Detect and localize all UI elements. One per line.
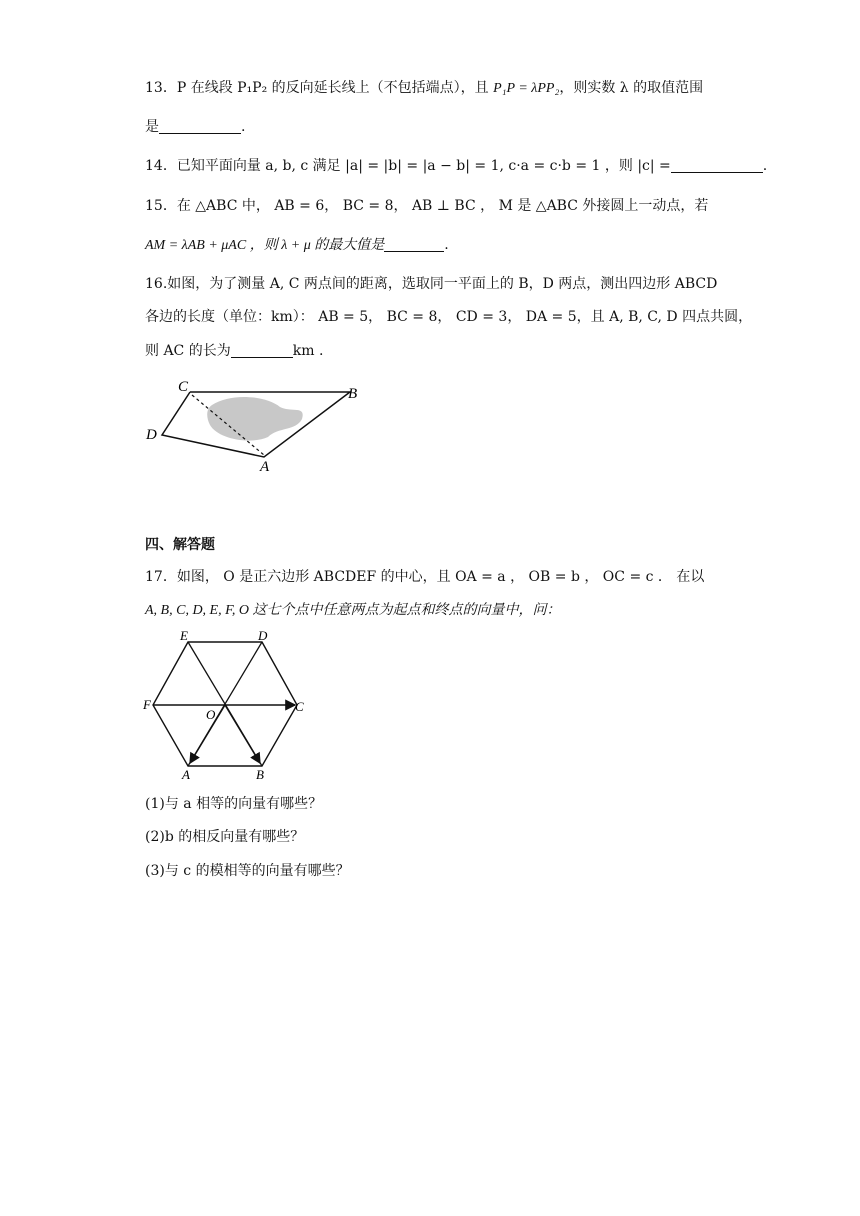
q17-line1-text: 如图， O 是正六边形 ABCDEF 的中心，且 OA = a ， OB = b ， OC = c ． 在以 <box>176 569 705 585</box>
q16-quadrilateral-figure <box>140 375 380 475</box>
label-b: B <box>256 767 264 782</box>
q16-line2 <box>145 307 752 327</box>
q14-answer-blank[interactable] <box>671 158 763 173</box>
q17-line1 <box>145 567 704 587</box>
q15-line2: AM = λAB + μAC ，则 λ + μ 的最大值是 . <box>145 237 449 253</box>
label-d: D <box>146 427 157 443</box>
q13-line2: 是 . <box>145 119 246 135</box>
label-c: C <box>295 699 304 714</box>
q13-line2-text: 是 <box>145 119 159 135</box>
label-b: B <box>348 386 358 402</box>
q13-answer-blank[interactable] <box>159 119 241 134</box>
label-o: O <box>206 707 216 722</box>
q15-line2-text: AM = λAB + μAC ，则 λ + μ 的最大值是 <box>145 238 385 253</box>
label-c: C <box>178 379 189 395</box>
q15-line1 <box>145 196 708 216</box>
q15-number: 15． <box>145 198 177 214</box>
vector-ob <box>225 705 260 763</box>
lake-shape <box>207 397 302 441</box>
label-a: A <box>260 459 270 475</box>
q17-line2-text: A, B, C, D, E, F, O 这七个点中任意两点为起点和终点的向量中，问： <box>145 603 561 618</box>
q13-number: 13． <box>145 80 177 96</box>
q17-sub1: (1)与 a 相等的向量有哪些？ <box>145 796 323 812</box>
q17-hexagon-figure <box>140 628 320 783</box>
q15-line1-text: 在 △ABC 中， AB = 6， BC = 8， AB ⊥ BC ， M 是 △ABC 外接圆上一动点，若 <box>176 198 709 214</box>
q17-sub2: (2)b 的相反向量有哪些？ <box>145 829 305 845</box>
label-f: F <box>143 697 151 712</box>
q13-formula: P₁P = λPP₂ <box>493 81 560 96</box>
section-heading: 四、解答题 <box>145 537 215 553</box>
q17-number: 17． <box>145 569 177 585</box>
q15-answer-blank[interactable] <box>384 237 444 252</box>
label-d: D <box>258 628 268 643</box>
q16-line2-text: 各边的长度（单位：km）： AB = 5， BC = 8， CD = 3， DA = 5，且 A, B, C, D 四点共圆， <box>145 309 753 325</box>
q14-text: 已知平面向量 a, b, c 满足 |a| = |b| = |a − b| = 1, c·a = c·b = 1 ，则 |c| = <box>176 158 671 174</box>
q16-line3b: km . <box>292 343 324 359</box>
q13-text-b: ，则实数 λ 的取值范围 <box>559 80 704 96</box>
q17-line2 <box>145 600 560 621</box>
q16-line3a: 则 AC 的长为 <box>145 343 231 359</box>
q14-number: 14． <box>145 158 177 174</box>
q16-line1-text: 如图，为了测量 A, C 两点间的距离，选取同一平面上的 B，D 两点，测出四边形 ABCD <box>167 276 718 292</box>
q16-number: 16. <box>145 276 168 292</box>
label-a: A <box>182 767 190 782</box>
q16-answer-blank[interactable] <box>231 343 293 358</box>
label-e: E <box>180 628 188 643</box>
q13-line1 <box>145 78 703 99</box>
q16-line1 <box>145 274 717 294</box>
q16-line3 <box>145 341 323 361</box>
q17-sub3: (3)与 c 的模相等的向量有哪些？ <box>145 863 350 879</box>
q14-line: 14．已知平面向量 a, b, c 满足 |a| = |b| = |a − b| = 1, c·a = c·b = 1 ，则 |c| = . <box>145 158 768 174</box>
q13-text-a: P 在线段 P₁P₂ 的反向延长线上（不包括端点），且 <box>176 80 494 96</box>
